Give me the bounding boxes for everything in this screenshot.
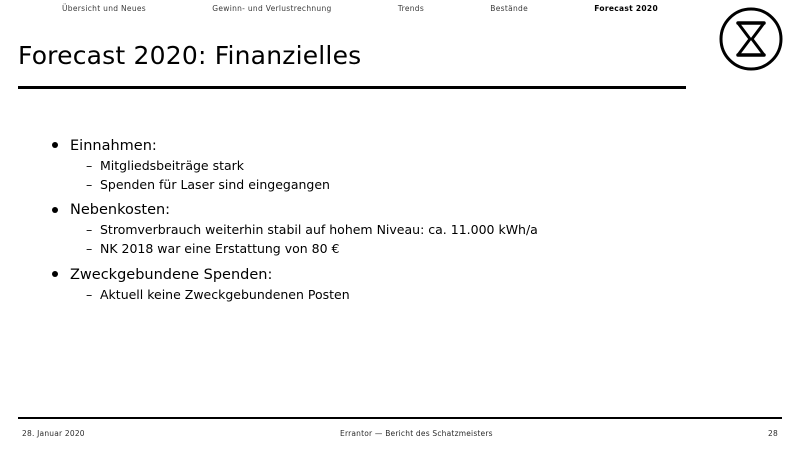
sub-list: [48, 159, 760, 193]
nav-item-bestaende[interactable]: Bestände: [490, 4, 529, 13]
slide-footer: [22, 429, 778, 438]
sub-item-label: Spenden für Laser sind eingegangen: [100, 177, 330, 193]
title-divider: [18, 86, 686, 89]
sub-list: [48, 288, 760, 302]
list-item: [48, 202, 760, 219]
nav-item-gewinn-und-verlustrechnung[interactable]: Gewinn- und Verlustrechnung: [212, 4, 332, 13]
footer-divider: [18, 417, 782, 419]
bullet-dash-icon: –: [86, 241, 93, 257]
section-heading: Einnahmen:: [70, 138, 157, 154]
bullet-dash-icon: –: [86, 222, 93, 238]
list-item: [48, 267, 760, 284]
slide-content: [48, 138, 760, 312]
footer-title: Errantor — Bericht des Schatzmeisters: [340, 429, 493, 438]
nav-item-forecast-2020[interactable]: Forecast 2020: [594, 4, 658, 13]
bullet-dot-icon: [52, 207, 58, 213]
list-item: [48, 223, 760, 237]
list-item: [48, 138, 760, 155]
sub-item-label: Aktuell keine Zweckgebundenen Posten: [100, 286, 350, 302]
list-item: [48, 159, 760, 173]
list-item: [48, 288, 760, 302]
sub-list: [48, 223, 760, 257]
list-item: [48, 242, 760, 256]
page-title: Forecast 2020: Finanzielles: [18, 41, 362, 70]
list-item: [48, 178, 760, 192]
footer-date: 28. Januar 2020: [22, 429, 85, 438]
bullet-dash-icon: –: [86, 157, 93, 173]
sub-item-label: Mitgliedsbeiträge stark: [100, 157, 245, 173]
bullet-dot-icon: [52, 142, 58, 148]
nav-item-trends[interactable]: Trends: [397, 4, 425, 13]
sub-item-label: Stromverbrauch weiterhin stabil auf hohem Niveau: ca. 11.000 kWh/a: [100, 222, 538, 238]
bullet-dash-icon: –: [86, 177, 93, 193]
bullet-dash-icon: –: [86, 286, 93, 302]
bullet-dot-icon: [52, 271, 58, 277]
footer-page-number: 28: [768, 429, 778, 438]
section-heading: Zweckgebundene Spenden:: [70, 266, 273, 283]
section-heading: Nebenkosten:: [70, 202, 171, 219]
sub-item-label: NK 2018 war eine Erstattung von 80 €: [100, 241, 340, 257]
hourglass-circle-logo-icon: [718, 6, 784, 72]
slide-navigation: [60, 4, 660, 13]
nav-item-uebersicht-und-neues[interactable]: Übersicht und Neues: [62, 4, 146, 13]
